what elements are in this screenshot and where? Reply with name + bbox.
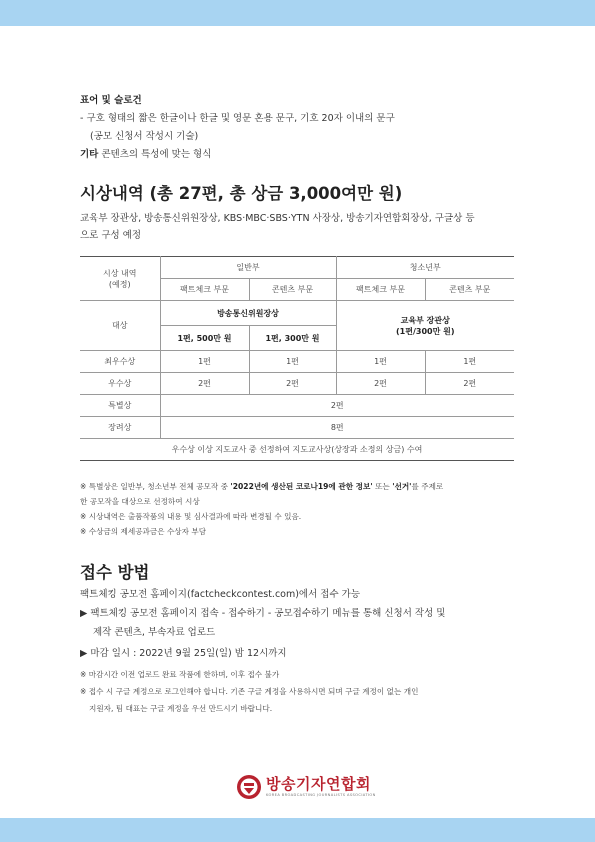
target-youth-title: 교육부 장관상 xyxy=(400,315,450,325)
table-row xyxy=(80,301,514,326)
awards-intro xyxy=(80,210,520,244)
logo-text xyxy=(266,776,376,798)
slogan-description: - 구호 형태의 짧은 한글이나 한글 및 영문 혼용 문구, 기호 20자 이내의 문구 xyxy=(80,113,395,124)
header-award-sublabel: (예정) xyxy=(108,279,131,289)
table-row xyxy=(80,373,514,395)
reception-note2b: 지원자, 팀 대표는 구글 계정을 우선 만드시기 바랍니다. xyxy=(89,704,273,713)
target-general-title: 방송통신위원장상 xyxy=(160,301,336,326)
note-text: ※ 특별상은 일반부, 청소년부 전체 공모작 중 xyxy=(80,482,231,491)
row-cell: 2편 xyxy=(425,373,514,395)
header-general-factcheck: 팩트체크 부문 xyxy=(160,279,249,301)
table-row xyxy=(80,439,514,461)
note-text: 를 주제로 xyxy=(411,482,444,491)
reception-note2: ※ 접수 시 구글 계정으로 로그인해야 합니다. 기존 구글 계정을 사용하시면 되며 구글 계정이 없는 개인 xyxy=(80,687,419,696)
top-color-band xyxy=(0,0,595,26)
note-emphasis: '선거' xyxy=(392,482,412,491)
note-emphasis: '2022년에 생산된 코로나19에 관한 정보' xyxy=(230,482,373,491)
logo-english-name: KOREA BROADCASTING JOURNALISTS ASSOCIATION xyxy=(266,793,376,797)
table-row xyxy=(80,395,514,417)
reception-note1: ※ 마감시간 이전 업로드 완료 작품에 한하며, 이후 접수 불가 xyxy=(80,670,280,679)
header-youth: 청소년부 xyxy=(336,257,514,279)
header-award-label: 시상 내역 xyxy=(103,268,137,278)
note-change: ※ 시상내역은 출품작품의 내용 및 심사결과에 따라 변경될 수 있음. xyxy=(80,512,302,521)
bottom-color-band xyxy=(0,818,595,842)
target-label: 대상 xyxy=(80,301,160,351)
encourage-label: 장려상 xyxy=(80,417,160,439)
table-row xyxy=(80,257,514,279)
reception-line1: 팩트체킹 공모전 홈페이지(factcheckcontest.com)에서 접수 가능 xyxy=(80,589,361,600)
target-youth-cell xyxy=(336,301,514,351)
note-text: 또는 xyxy=(372,482,393,491)
row-label: 최우수상 xyxy=(80,351,160,373)
reception-line2: ▶ 팩트체킹 공모전 홈페이지 접속 - 접수하기 - 공모접수하기 메뉴를 통해 신청서 작성 및 xyxy=(80,608,446,619)
row-cell: 2편 xyxy=(160,373,249,395)
note-tax: ※ 수상금의 제세공과금은 수상자 부담 xyxy=(80,527,207,536)
target-youth-detail: (1편/300만 원) xyxy=(396,326,455,336)
row-label: 우수상 xyxy=(80,373,160,395)
target-general-content: 1편, 300만 원 xyxy=(249,326,336,351)
etc-title: 기타 xyxy=(80,149,99,160)
logo-mark-icon xyxy=(236,774,262,800)
awards-table xyxy=(80,256,514,461)
header-award-cell xyxy=(80,257,160,301)
note-special-cont: 한 공모작을 대상으로 선정하여 시상 xyxy=(80,497,200,506)
table-row xyxy=(80,351,514,373)
awards-intro-line2: 으로 구성 예정 xyxy=(80,230,142,241)
reception-line2b: 제작 콘텐츠, 부속자료 업로드 xyxy=(93,627,216,638)
row-cell: 1편 xyxy=(425,351,514,373)
association-logo xyxy=(236,772,376,802)
row-cell: 2편 xyxy=(249,373,336,395)
special-label: 특별상 xyxy=(80,395,160,417)
awards-notes xyxy=(80,479,520,539)
awards-intro-line1: 교육부 장관상, 방송통신위원장상, KBS·MBC·SBS·YTN 사장상, 방송기자연합회장상, 구글상 등 xyxy=(80,213,475,224)
slogan-note: (공모 신청서 작성시 기술) xyxy=(90,131,199,142)
logo-korean-name: 방송기자연합회 xyxy=(266,775,371,793)
etc-line xyxy=(80,146,520,164)
row-cell: 1편 xyxy=(249,351,336,373)
etc-description: 콘텐츠의 특성에 맞는 형식 xyxy=(98,149,212,160)
row-cell: 1편 xyxy=(160,351,249,373)
reception-deadline: ▶ 마감 일시 : 2022년 9월 25일(일) 밤 12시까지 xyxy=(80,648,287,659)
header-general: 일반부 xyxy=(160,257,336,279)
row-cell: 2편 xyxy=(336,373,425,395)
target-general-factcheck: 1편, 500만 원 xyxy=(160,326,249,351)
slogan-title: 표어 및 슬로건 xyxy=(80,95,142,106)
table-footer-note: 우수상 이상 지도교사 중 선정하여 지도교사상(상장과 소정의 상금) 수여 xyxy=(80,439,514,461)
row-cell: 1편 xyxy=(336,351,425,373)
reception-heading: 접수 방법 xyxy=(80,563,150,582)
page-content xyxy=(80,92,520,716)
note-special xyxy=(80,479,520,494)
special-value: 2편 xyxy=(160,395,514,417)
header-youth-factcheck: 팩트체크 부문 xyxy=(336,279,425,301)
awards-heading: 시상내역 (총 27편, 총 상금 3,000여만 원) xyxy=(80,184,403,203)
encourage-value: 8편 xyxy=(160,417,514,439)
header-general-content: 콘텐츠 부문 xyxy=(249,279,336,301)
table-row xyxy=(80,417,514,439)
header-youth-content: 콘텐츠 부문 xyxy=(425,279,514,301)
